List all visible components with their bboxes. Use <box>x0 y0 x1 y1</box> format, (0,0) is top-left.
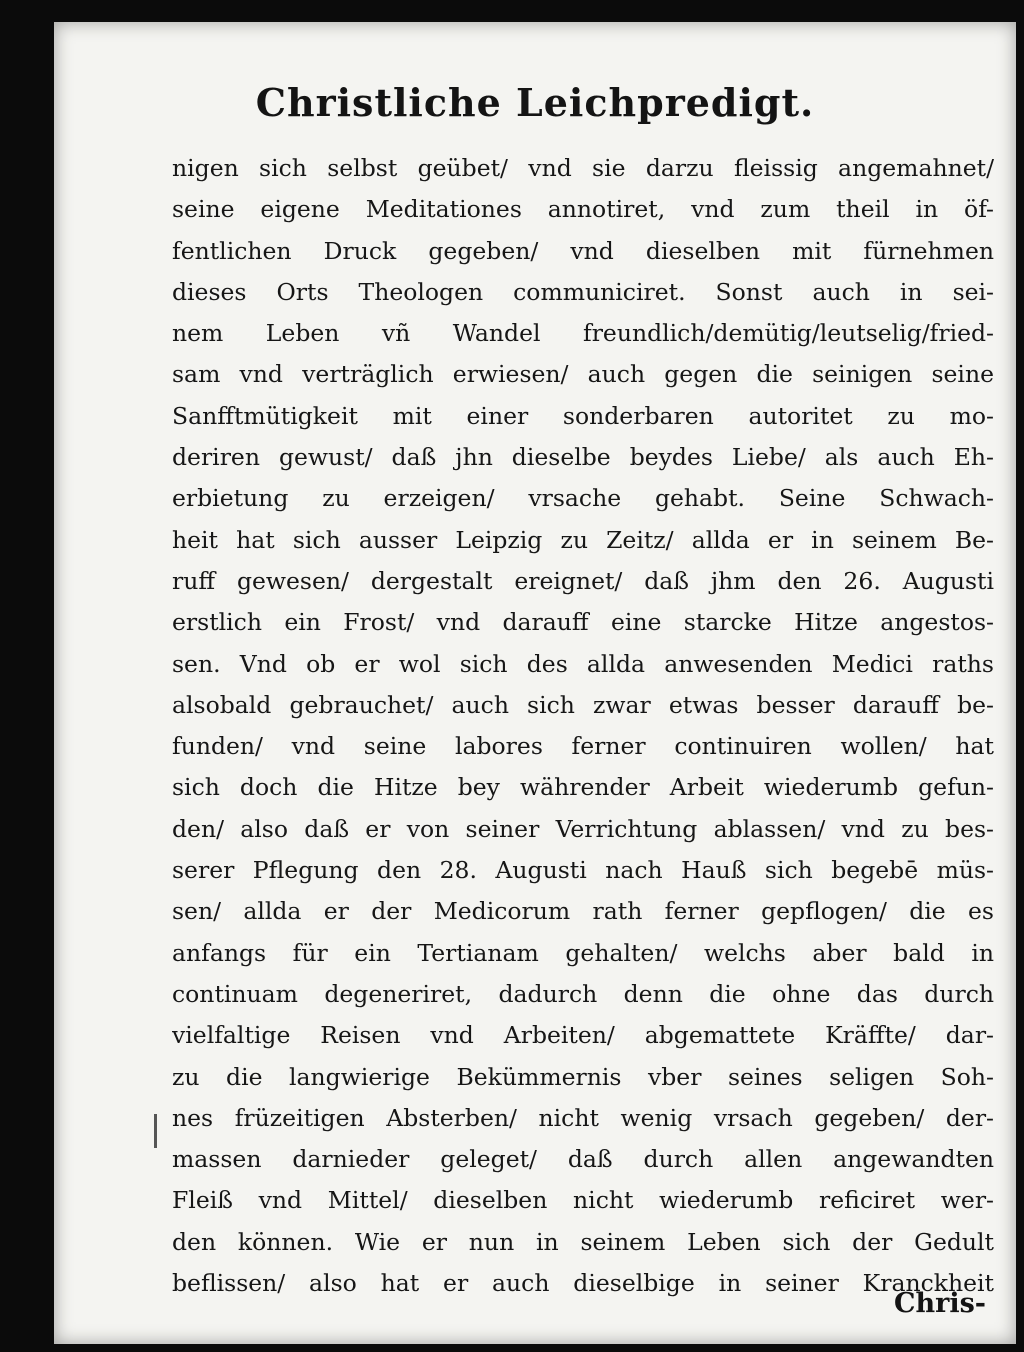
text-line: dieses Orts Theologen communiciret. Sonst auch in sei- <box>172 277 994 306</box>
text-line: Sanfftmütigkeit mit einer sonderbaren autoritet zu mo- <box>172 401 994 430</box>
text-line: ruff gewesen/ dergestalt ereignet/ daß jhm den 26. Augusti <box>172 566 994 595</box>
text-line: continuam degeneriret, dadurch denn die ohne das durch <box>172 979 994 1008</box>
text-line: den/ also daß er von seiner Verrichtung ablassen/ vnd zu bes- <box>172 814 994 843</box>
text-line: fentlichen Druck gegeben/ vnd dieselben mit fürnehmen <box>172 236 994 265</box>
text-line: sam vnd verträglich erwiesen/ auch gegen die seinigen seine <box>172 360 994 389</box>
text-line: alsobald gebrauchet/ auch sich zwar etwas besser darauff be- <box>172 690 994 719</box>
text-line: erstlich ein Frost/ vnd darauff eine starcke Hitze angestos- <box>172 608 994 637</box>
text-line: erbietung zu erzeigen/ vrsache gehabt. Seine Schwach- <box>172 484 994 513</box>
text-line: nes früzeitigen Absterben/ nicht wenig vrsach gegeben/ der- <box>172 1103 994 1132</box>
text-line: Fleiß vnd Mittel/ dieselben nicht wiederumb reficiret wer- <box>172 1186 994 1215</box>
text-line: funden/ vnd seine labores ferner continuiren wollen/ hat <box>172 732 994 761</box>
running-title: Christliche Leichpredigt. <box>255 80 815 125</box>
text-line: sen/ allda er der Medicorum rath ferner gepflogen/ die es <box>172 897 994 926</box>
text-line: nigen sich selbst geübet/ vnd sie darzu fleissig angemahnet/ <box>172 154 994 182</box>
text-line: beflissen/ also hat er auch dieselbige in seiner Kranckheit <box>172 1269 994 1298</box>
text-line: deriren gewust/ daß jhn dieselbe beydes Liebe/ als auch Eh- <box>172 443 994 472</box>
margin-mark <box>154 1114 157 1148</box>
text-line: heit hat sich ausser Leipzig zu Zeitz/ allda er in seinem Be- <box>172 525 994 554</box>
text-line: sich doch die Hitze bey währender Arbeit wiederumb gefun- <box>172 773 994 802</box>
text-line: massen darnieder geleget/ daß durch allen angewandten <box>172 1145 994 1174</box>
catchword: Chris- <box>893 1288 986 1319</box>
text-line: seine eigene Meditationes annotiret, vnd zum theil in öf- <box>172 195 994 224</box>
text-line: vielfaltige Reisen vnd Arbeiten/ abgemattete Kräffte/ dar- <box>172 1021 994 1050</box>
text-line: anfangs für ein Tertianam gehalten/ welchs aber bald in <box>172 938 994 967</box>
text-line: zu die langwierige Bekümmernis vber seines seligen Soh- <box>172 1062 994 1091</box>
text-line: serer Pflegung den 28. Augusti nach Hauß sich begebē müs- <box>172 856 994 885</box>
text-line: sen. Vnd ob er wol sich des allda anwesenden Medici raths <box>172 649 994 678</box>
text-line: den können. Wie er nun in seinem Leben sich der Gedult <box>172 1227 994 1256</box>
book-page <box>54 22 1016 1344</box>
body-text <box>172 148 994 1304</box>
text-line: nem Leben vñ Wandel freundlich/demütig/leutselig/fried- <box>172 319 994 348</box>
